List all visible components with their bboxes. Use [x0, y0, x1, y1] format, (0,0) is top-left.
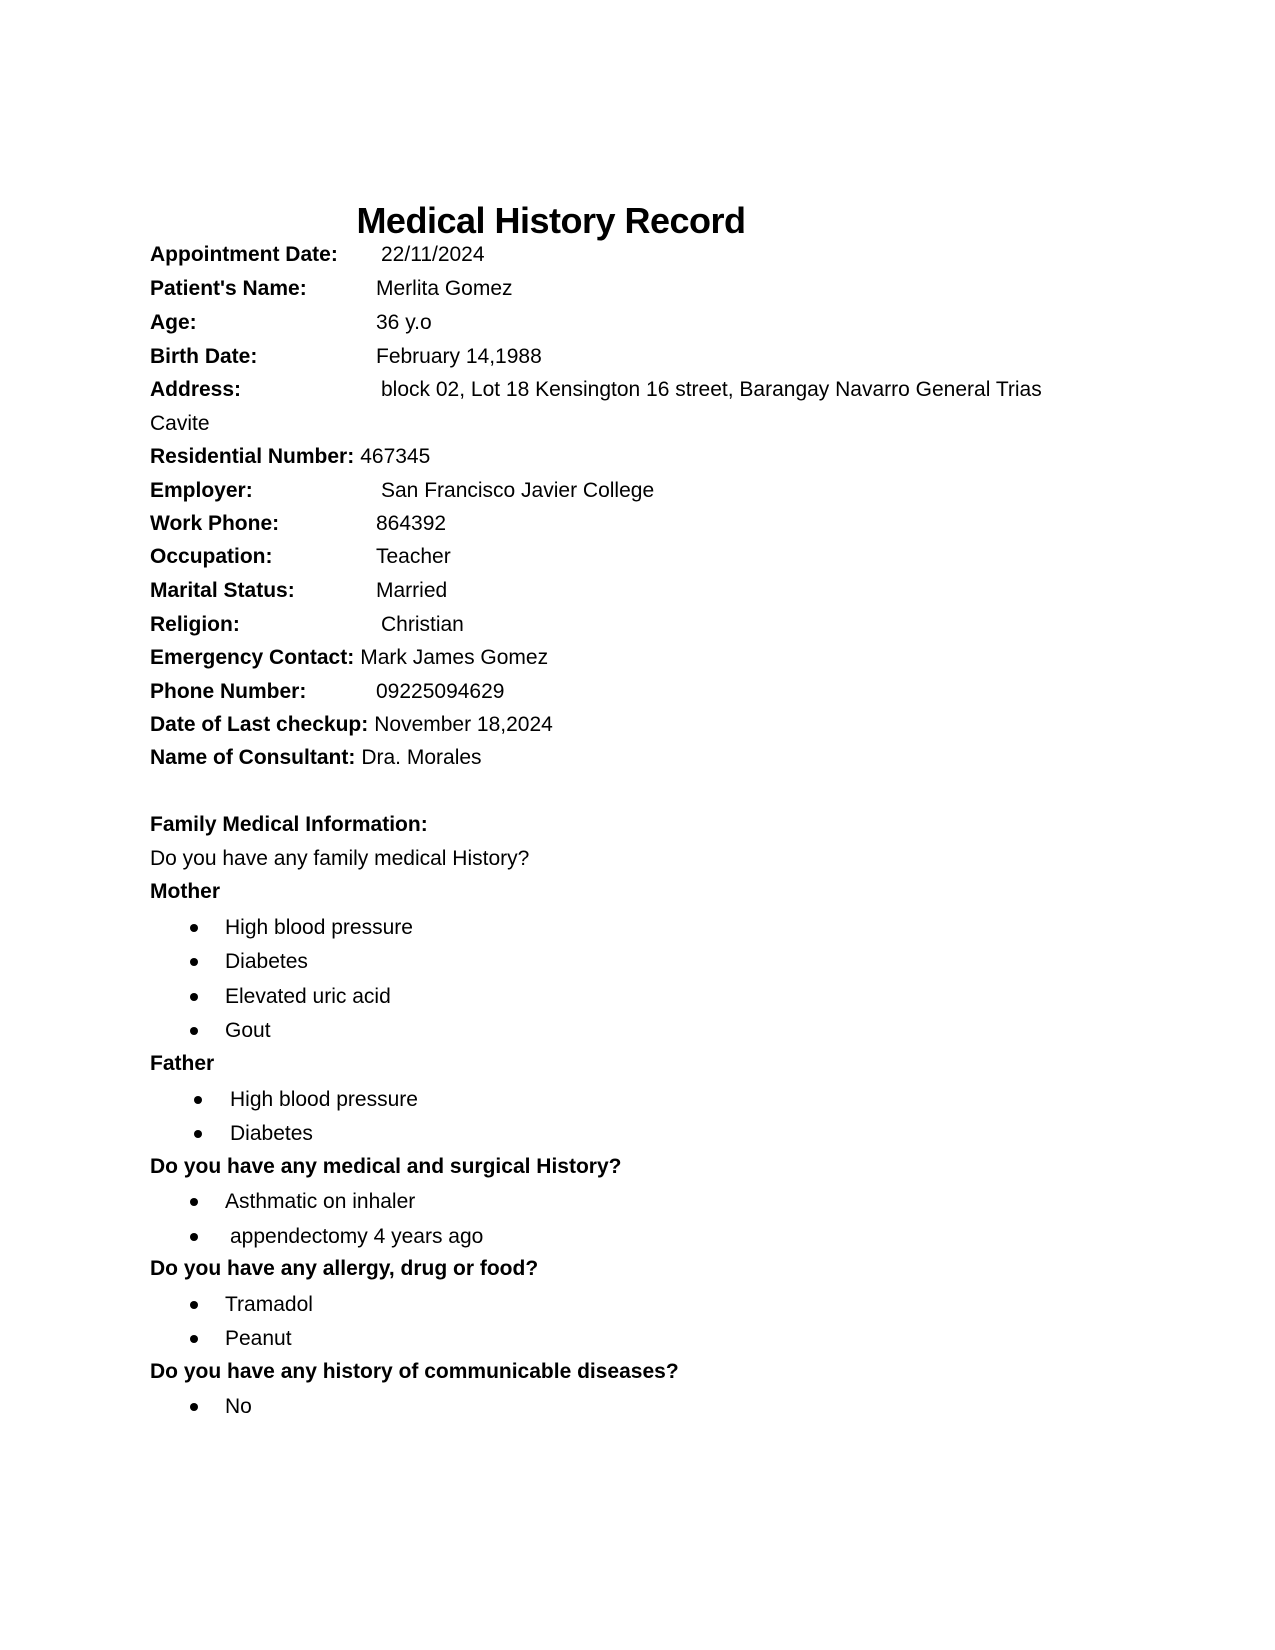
field-value: 864392	[376, 512, 447, 535]
list-item-text: Elevated uric acid	[225, 985, 391, 1008]
field-value: Christian	[381, 613, 464, 636]
field-appointment-date	[150, 241, 485, 269]
field-label: Work Phone:	[150, 512, 280, 535]
allergy-question: Do you have any allergy, drug or food?	[150, 1257, 539, 1280]
field-work-phone	[150, 510, 447, 538]
list-item	[190, 1393, 252, 1421]
document-title	[0, 200, 1100, 242]
bullet-icon	[190, 1027, 198, 1035]
bullet-icon	[190, 924, 198, 932]
field-label: Phone Number:	[150, 680, 307, 703]
field-occupation	[150, 543, 451, 571]
field-label: Marital Status:	[150, 579, 295, 602]
family-heading: Family Medical Information:	[150, 813, 428, 836]
father-label: Father	[150, 1052, 215, 1075]
list-item-text: appendectomy 4 years ago	[230, 1225, 484, 1248]
field-label: Employer:	[150, 479, 253, 502]
list-item-text: Tramadol	[225, 1293, 313, 1316]
field-value: 22/11/2024	[381, 243, 485, 266]
field-address	[150, 376, 1042, 404]
field-label: Address:	[150, 378, 242, 401]
field-patient-name	[150, 275, 513, 303]
bullet-icon	[190, 993, 198, 1001]
list-item-text: Diabetes	[230, 1122, 313, 1145]
list-item	[190, 1017, 271, 1045]
field-birth-date	[150, 343, 542, 371]
list-item-text: Peanut	[225, 1327, 292, 1350]
field-label: Religion:	[150, 613, 240, 636]
bullet-icon	[190, 1301, 198, 1309]
field-label: Emergency Contact:	[150, 646, 355, 669]
list-item-text: Diabetes	[225, 950, 308, 973]
field-label: Name of Consultant:	[150, 746, 356, 769]
list-item-text: No	[225, 1395, 252, 1418]
list-item-text: Gout	[225, 1019, 271, 1042]
bullet-icon	[190, 1403, 198, 1411]
field-last-checkup	[150, 711, 553, 739]
field-religion	[150, 611, 464, 639]
field-label: Date of Last checkup:	[150, 713, 369, 736]
list-item	[190, 1223, 483, 1251]
title-text: Medical History Record	[356, 200, 746, 241]
field-value: Teacher	[376, 545, 451, 568]
field-label: Appointment Date:	[150, 243, 338, 266]
field-label: Residential Number:	[150, 445, 355, 468]
list-item-text: Asthmatic on inhaler	[225, 1190, 416, 1213]
field-employer	[150, 477, 655, 505]
field-consultant	[150, 744, 482, 772]
field-value: Dra. Morales	[361, 746, 482, 769]
field-value: November 18,2024	[374, 713, 553, 736]
field-label: Birth Date:	[150, 345, 258, 368]
field-value: 09225094629	[376, 680, 505, 703]
list-item	[190, 948, 308, 976]
bullet-icon	[190, 1198, 198, 1206]
field-value: Mark James Gomez	[360, 646, 549, 669]
field-label: Occupation:	[150, 545, 273, 568]
list-item	[194, 1120, 313, 1148]
list-item	[190, 1325, 292, 1353]
field-value: 467345	[360, 445, 431, 468]
field-value: Cavite	[150, 412, 210, 435]
family-question: Do you have any family medical History?	[150, 847, 530, 870]
field-value: Merlita Gomez	[376, 277, 513, 300]
field-residential-number	[150, 443, 430, 471]
medical-surgical-question: Do you have any medical and surgical History?	[150, 1155, 622, 1178]
list-item-text: High blood pressure	[225, 916, 413, 939]
list-item	[190, 1188, 415, 1216]
bullet-icon	[194, 1130, 202, 1138]
field-label: Patient's Name:	[150, 277, 307, 300]
list-item	[190, 1291, 313, 1319]
bullet-icon	[194, 1096, 202, 1104]
communicable-question: Do you have any history of communicable diseases?	[150, 1360, 679, 1383]
list-item	[190, 914, 413, 942]
field-value: 36 y.o	[376, 311, 432, 334]
bullet-icon	[190, 1233, 198, 1241]
field-label: Age:	[150, 311, 197, 334]
list-item	[190, 983, 391, 1011]
field-marital-status	[150, 577, 448, 605]
field-phone-number	[150, 678, 505, 706]
list-item	[194, 1086, 418, 1114]
field-emergency-contact	[150, 644, 548, 672]
bullet-icon	[190, 958, 198, 966]
field-value: block 02, Lot 18 Kensington 16 street, Barangay Navarro General Trias	[381, 378, 1042, 401]
field-value: Married	[376, 579, 448, 602]
field-value: San Francisco Javier College	[381, 479, 655, 502]
mother-label: Mother	[150, 880, 220, 903]
field-age	[150, 309, 432, 337]
field-address-continued	[150, 410, 210, 438]
list-item-text: High blood pressure	[230, 1088, 418, 1111]
bullet-icon	[190, 1335, 198, 1343]
field-value: February 14,1988	[376, 345, 542, 368]
